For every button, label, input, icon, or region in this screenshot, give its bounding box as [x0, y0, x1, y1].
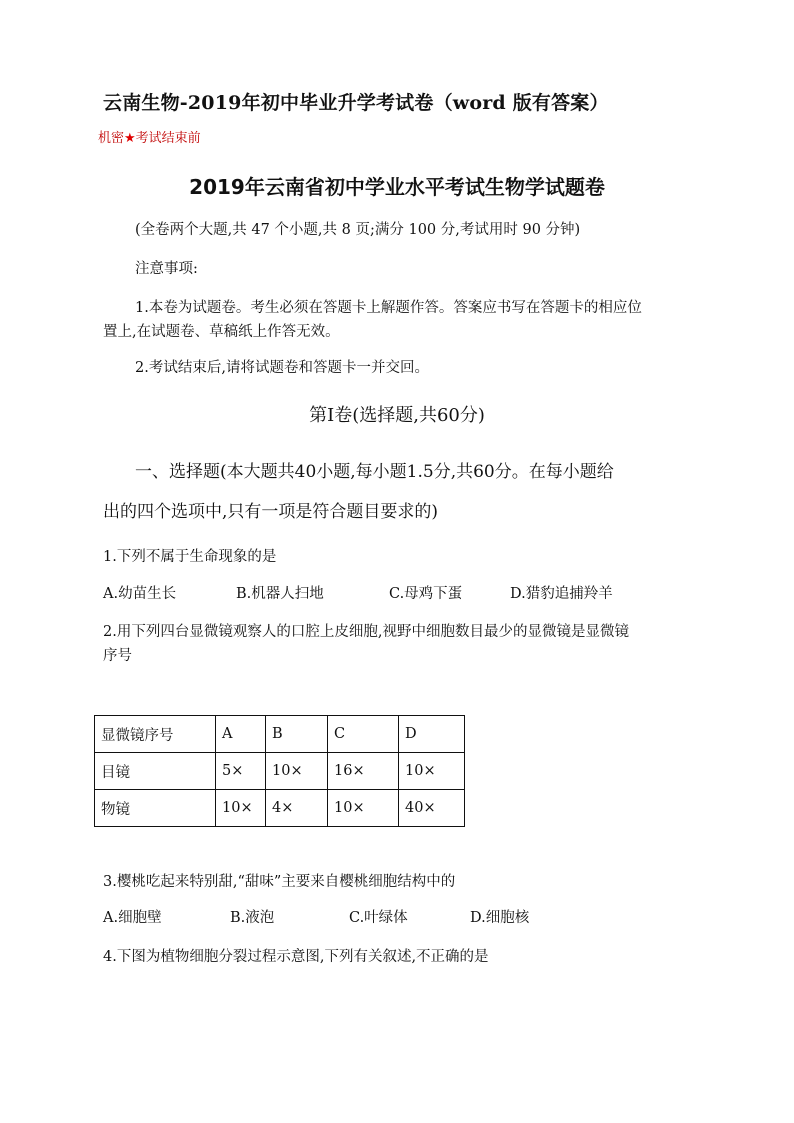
table-cell: 物镜: [95, 790, 216, 827]
confidential-text: 机密: [98, 131, 125, 146]
section-1-instructions-line-2: 出的四个选项中,只有一项是符合题目要求的): [103, 502, 439, 522]
table-cell: 10×: [328, 790, 399, 827]
question-1-option-d: D.猎豹追捕羚羊: [510, 586, 613, 602]
question-3-option-b: B.液泡: [230, 910, 275, 926]
table-cell: 4×: [266, 790, 328, 827]
question-4-stem: 4.下图为植物细胞分裂过程示意图,下列有关叙述,不正确的是: [103, 949, 489, 965]
question-1-option-c: C.母鸡下蛋: [389, 586, 463, 602]
microscope-table: [94, 715, 465, 827]
notes-heading: 注意事项:: [135, 261, 198, 277]
question-2-stem-line-1: 2.用下列四台显微镜观察人的口腔上皮细胞,视野中细胞数目最少的显微镜是显微镜: [103, 624, 629, 640]
table-header-cell: 显微镜序号: [95, 716, 216, 753]
table-cell: 16×: [328, 753, 399, 790]
question-3-option-d: D.细胞核: [470, 910, 530, 926]
note-2: 2.考试结束后,请将试题卷和答题卡一并交回。: [135, 360, 429, 376]
document-title: 云南生物-2019年初中毕业升学考试卷（word 版有答案）: [103, 92, 609, 114]
question-1-option-a: A.幼苗生长: [103, 586, 177, 602]
question-3-option-c: C.叶绿体: [349, 910, 408, 926]
question-3-stem: 3.樱桃吃起来特别甜,“甜味”主要来自樱桃细胞结构中的: [103, 874, 456, 890]
star-icon: ★: [124, 131, 136, 146]
table-header-cell: B: [266, 716, 328, 753]
table-cell: 10×: [216, 790, 266, 827]
note-1-line-1: 1.本卷为试题卷。考生必须在答题卡上解题作答。答案应书写在答题卡的相应位: [135, 300, 642, 316]
table-cell: 10×: [266, 753, 328, 790]
before-exam-end-text: 考试结束前: [135, 131, 201, 146]
question-1-option-b: B.机器人扫地: [236, 586, 324, 602]
question-1-stem: 1.下列不属于生命现象的是: [103, 549, 277, 565]
table-cell: 目镜: [95, 753, 216, 790]
part-1-title: 第Ⅰ卷(选择题,共60分): [309, 405, 485, 426]
table-row: [95, 790, 465, 827]
table-header-row: [95, 716, 465, 753]
table-header-cell: D: [399, 716, 465, 753]
exam-title: 2019年云南省初中学业水平考试生物学试题卷: [189, 175, 605, 199]
question-2-stem-line-2: 序号: [103, 648, 132, 664]
section-1-instructions-line-1: 一、选择题(本大题共40小题,每小题1.5分,共60分。在每小题给: [135, 462, 614, 482]
note-1-line-2: 置上,在试题卷、草稿纸上作答无效。: [103, 324, 340, 340]
table-row: [95, 753, 465, 790]
table-header-cell: C: [328, 716, 399, 753]
table-cell: 40×: [399, 790, 465, 827]
confidential-label: [98, 127, 201, 146]
question-3-option-a: A.细胞壁: [103, 910, 162, 926]
exam-intro: (全卷两个大题,共 47 个小题,共 8 页;满分 100 分,考试用时 90 分钟): [135, 222, 581, 238]
table-header-cell: A: [216, 716, 266, 753]
table-cell: 5×: [216, 753, 266, 790]
table-cell: 10×: [399, 753, 465, 790]
